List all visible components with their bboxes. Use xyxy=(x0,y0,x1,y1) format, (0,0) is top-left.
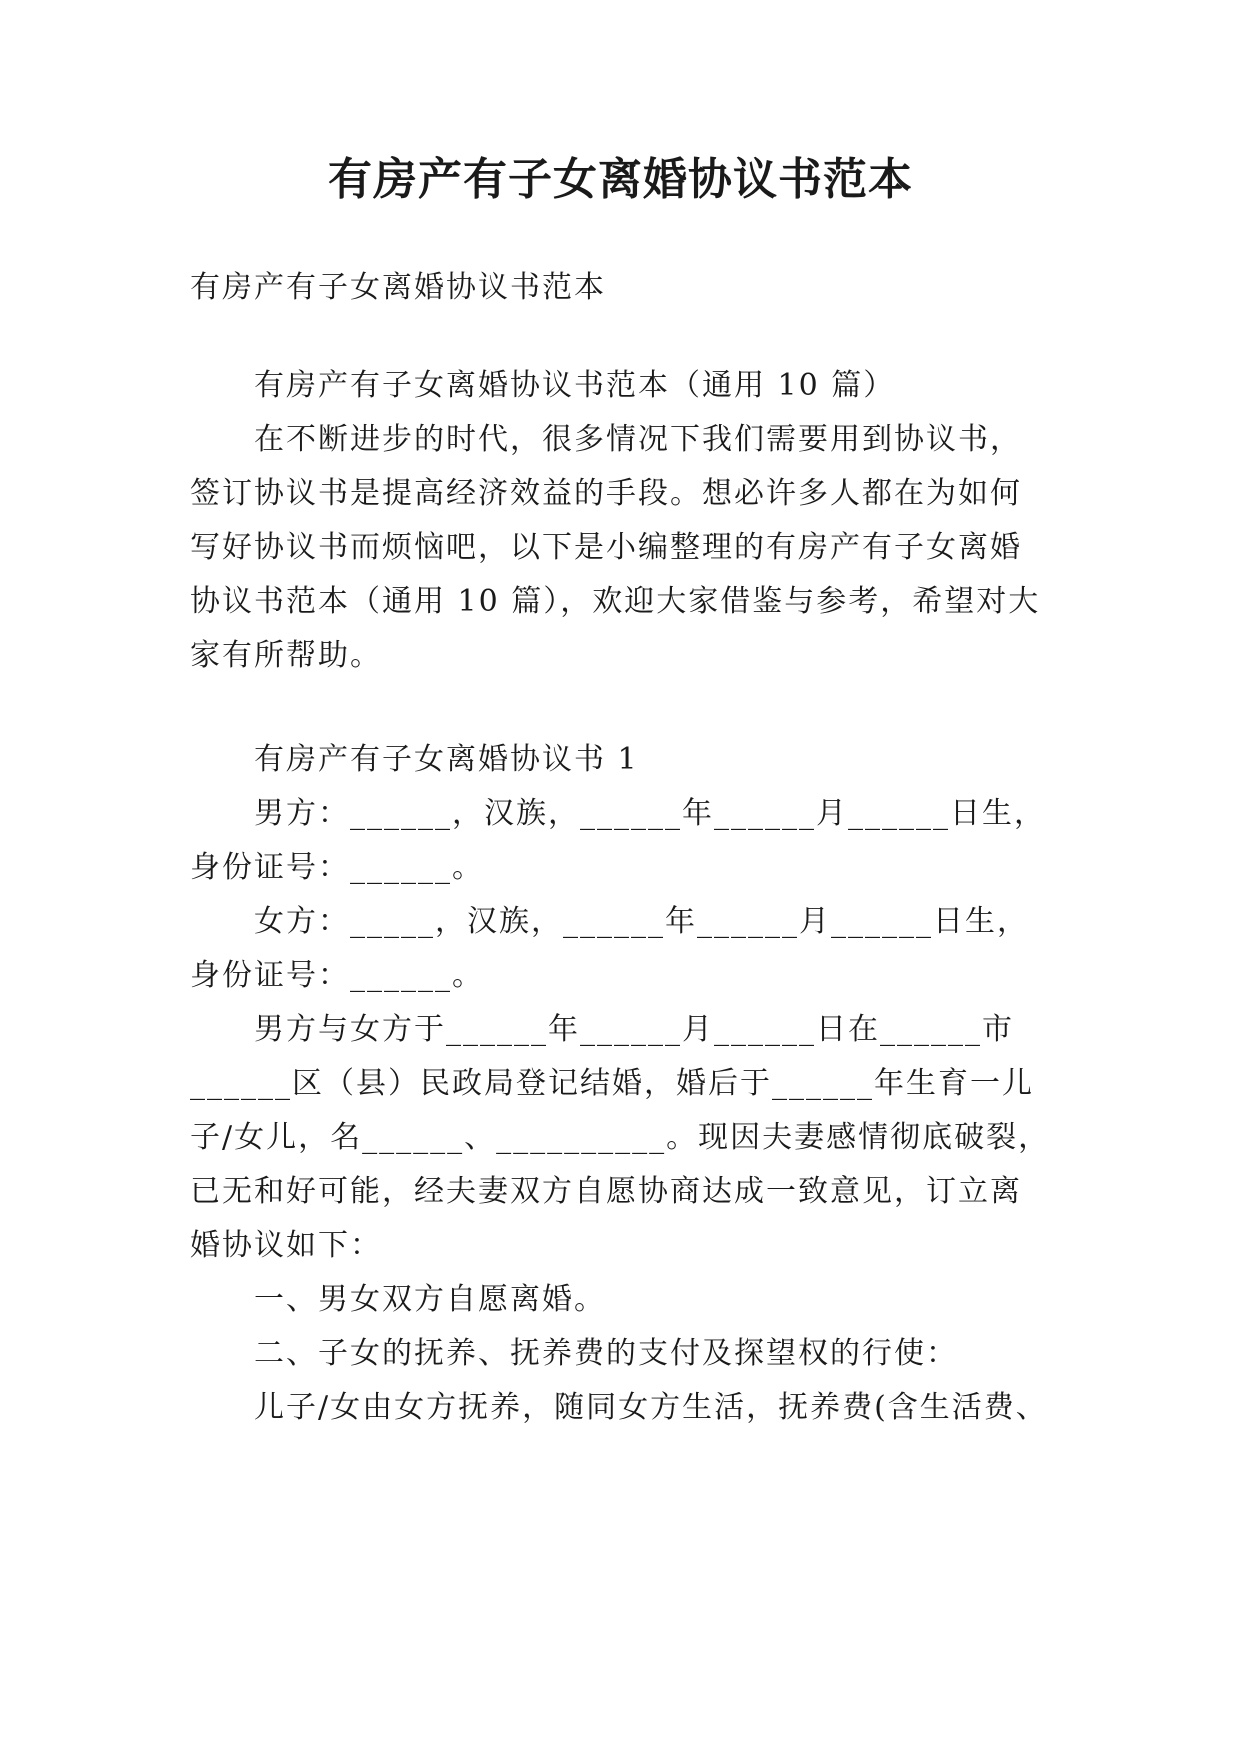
paragraph-line: ______区（县）民政局登记结婚，婚后于______年生育一儿 xyxy=(190,1066,1034,1101)
form-line-wife: 女方：_____，汉族，______年______月______日生， xyxy=(254,904,1029,939)
paragraph-line: 家有所帮助。 xyxy=(190,638,382,673)
paragraph-line: 写好协议书而烦恼吧，以下是小编整理的有房产有子女离婚 xyxy=(190,530,1022,565)
form-line-husband: 男方：______，汉族，______年______月______日生， xyxy=(254,796,1046,831)
paragraph-line: 子/女儿，名______、__________。现因夫妻感情彻底破裂， xyxy=(190,1120,1051,1155)
paragraph-line: 在不断进步的时代，很多情况下我们需要用到协议书， xyxy=(254,422,1022,457)
paragraph-line: 男方与女方于______年______月______日在______市 xyxy=(254,1012,1014,1047)
paragraph-line: 签订协议书是提高经济效益的手段。想必许多人都在为如何 xyxy=(190,476,1022,511)
document-subtitle: 有房产有子女离婚协议书范本 xyxy=(190,270,606,305)
clause-line: 二、子女的抚养、抚养费的支付及探望权的行使： xyxy=(254,1336,958,1371)
paragraph-line: 婚协议如下： xyxy=(190,1228,382,1263)
paragraph-line: 儿子/女由女方抚养，随同女方生活，抚养费(含生活费、 xyxy=(254,1390,1048,1425)
paragraph-line: 协议书范本（通用 10 篇），欢迎大家借鉴与参考，希望对大 xyxy=(190,584,1041,619)
paragraph-line: 有房产有子女离婚协议书范本（通用 10 篇） xyxy=(254,368,896,403)
section-heading: 有房产有子女离婚协议书 1 xyxy=(254,742,639,777)
form-line-husband-id: 身份证号：______。 xyxy=(190,850,484,885)
form-line-wife-id: 身份证号：______。 xyxy=(190,958,484,993)
paragraph-line: 已无和好可能，经夫妻双方自愿协商达成一致意见，订立离 xyxy=(190,1174,1022,1209)
clause-line: 一、男女双方自愿离婚。 xyxy=(254,1282,606,1317)
document-title: 有房产有子女离婚协议书范本 xyxy=(328,154,913,205)
